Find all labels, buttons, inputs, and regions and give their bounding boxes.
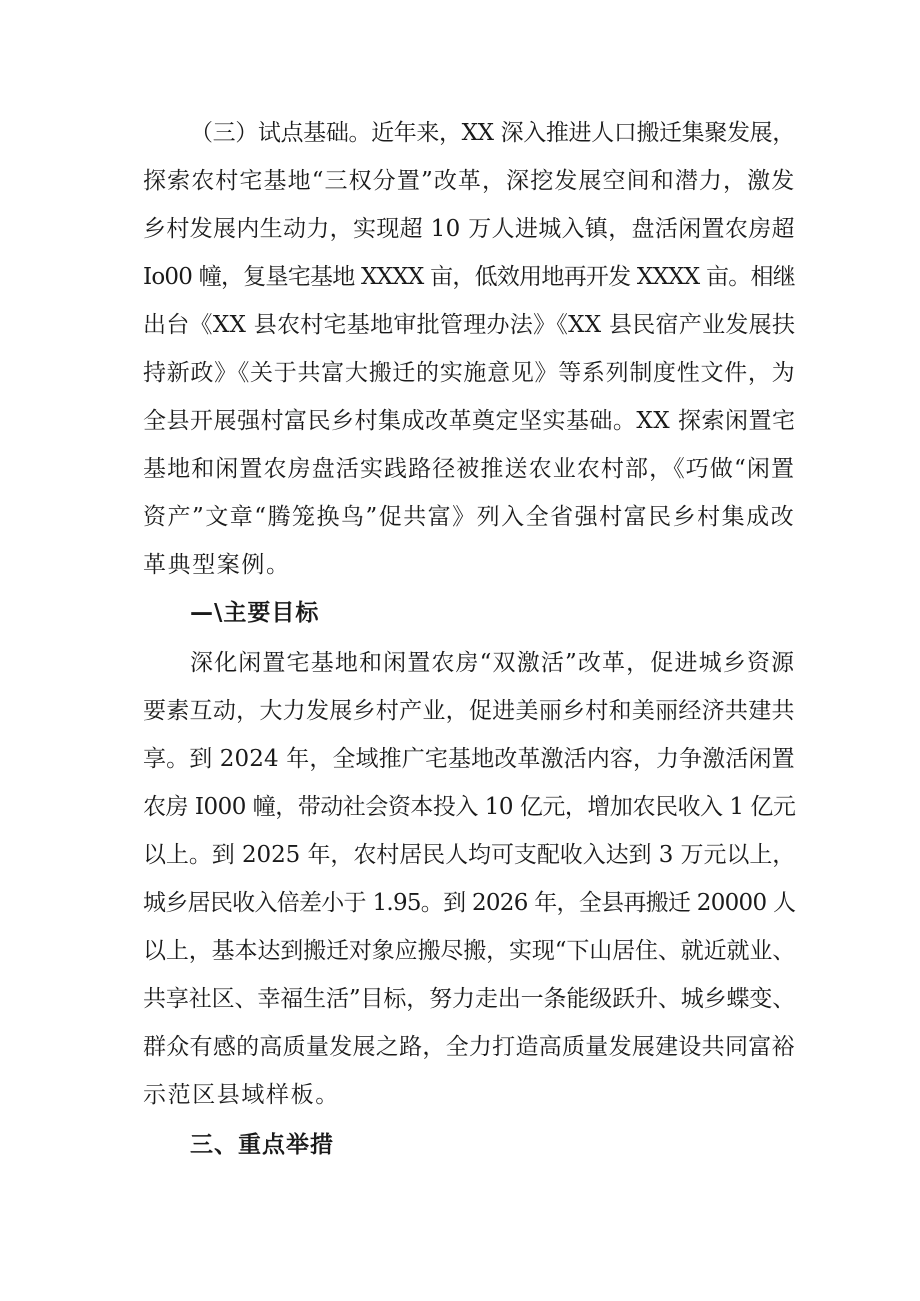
paragraph-line: 深化闲置宅基地和闲置农房“双激活”改革，促进城乡资源: [190, 650, 796, 676]
paragraph-line: 享。到 2024 年，全域推广宅基地改革激活内容，力争激活闲置: [143, 746, 795, 772]
paragraph-line: （三）试点基础。近年来，XX 深入推进人口搬迁集聚发展，: [190, 120, 795, 146]
section-heading-goals: —\主要目标: [190, 600, 320, 626]
paragraph-line: 出台《XX 县农村宅基地审批管理办法》《XX 县民宿产业发展扶: [143, 312, 796, 338]
paragraph-line: 全县开展强村富民乡村集成改革奠定坚实基础。XX 探索闲置宅: [143, 408, 796, 434]
paragraph-line: 探索农村宅基地“三权分置”改革，深挖发展空间和潜力，激发: [143, 168, 796, 194]
paragraph-line: 农房 I000 幢，带动社会资本投入 10 亿元，增加农民收入 1 亿元: [143, 794, 796, 820]
paragraph-line: 基地和闲置农房盘活实践路径被推送农业农村部，《巧做“闲置: [143, 456, 796, 482]
paragraph-line: 革典型案例。: [143, 552, 291, 578]
paragraph-line: 乡村发展内生动力，实现超 10 万人进城入镇，盘活闲置农房超: [143, 216, 795, 242]
paragraph-line: Io00 幢，复垦宅基地 XXXX 亩，低效用地再开发 XXXX 亩。相继: [143, 264, 795, 290]
paragraph-line: 城乡居民收入倍差小于 1.95。到 2026 年，全县再搬迁 20000 人: [143, 890, 796, 916]
paragraph-line: 以上。到 2025 年，农村居民人均可支配收入达到 3 万元以上，: [143, 842, 796, 868]
paragraph-line: 要素互动，大力发展乡村产业，促进美丽乡村和美丽经济共建共: [143, 698, 795, 724]
paragraph-line: 共享社区、幸福生活”目标，努力走出一条能级跃升、城乡蝶变、: [143, 986, 796, 1012]
paragraph-line: 以上，基本达到搬迁对象应搬尽搬，实现“下山居住、就近就业、: [143, 938, 796, 964]
section-heading-measures: 三、重点举措: [190, 1132, 334, 1158]
paragraph-line: 持新政》《关于共富大搬迁的实施意见》等系列制度性文件，为: [143, 360, 796, 386]
paragraph-line: 示范区县域样板。: [143, 1082, 340, 1108]
paragraph-line: 群众有感的高质量发展之路，全力打造高质量发展建设共同富裕: [143, 1034, 795, 1060]
paragraph-line: 资产”文章“腾笼换鸟”促共富》列入全省强村富民乡村集成改: [143, 504, 796, 530]
